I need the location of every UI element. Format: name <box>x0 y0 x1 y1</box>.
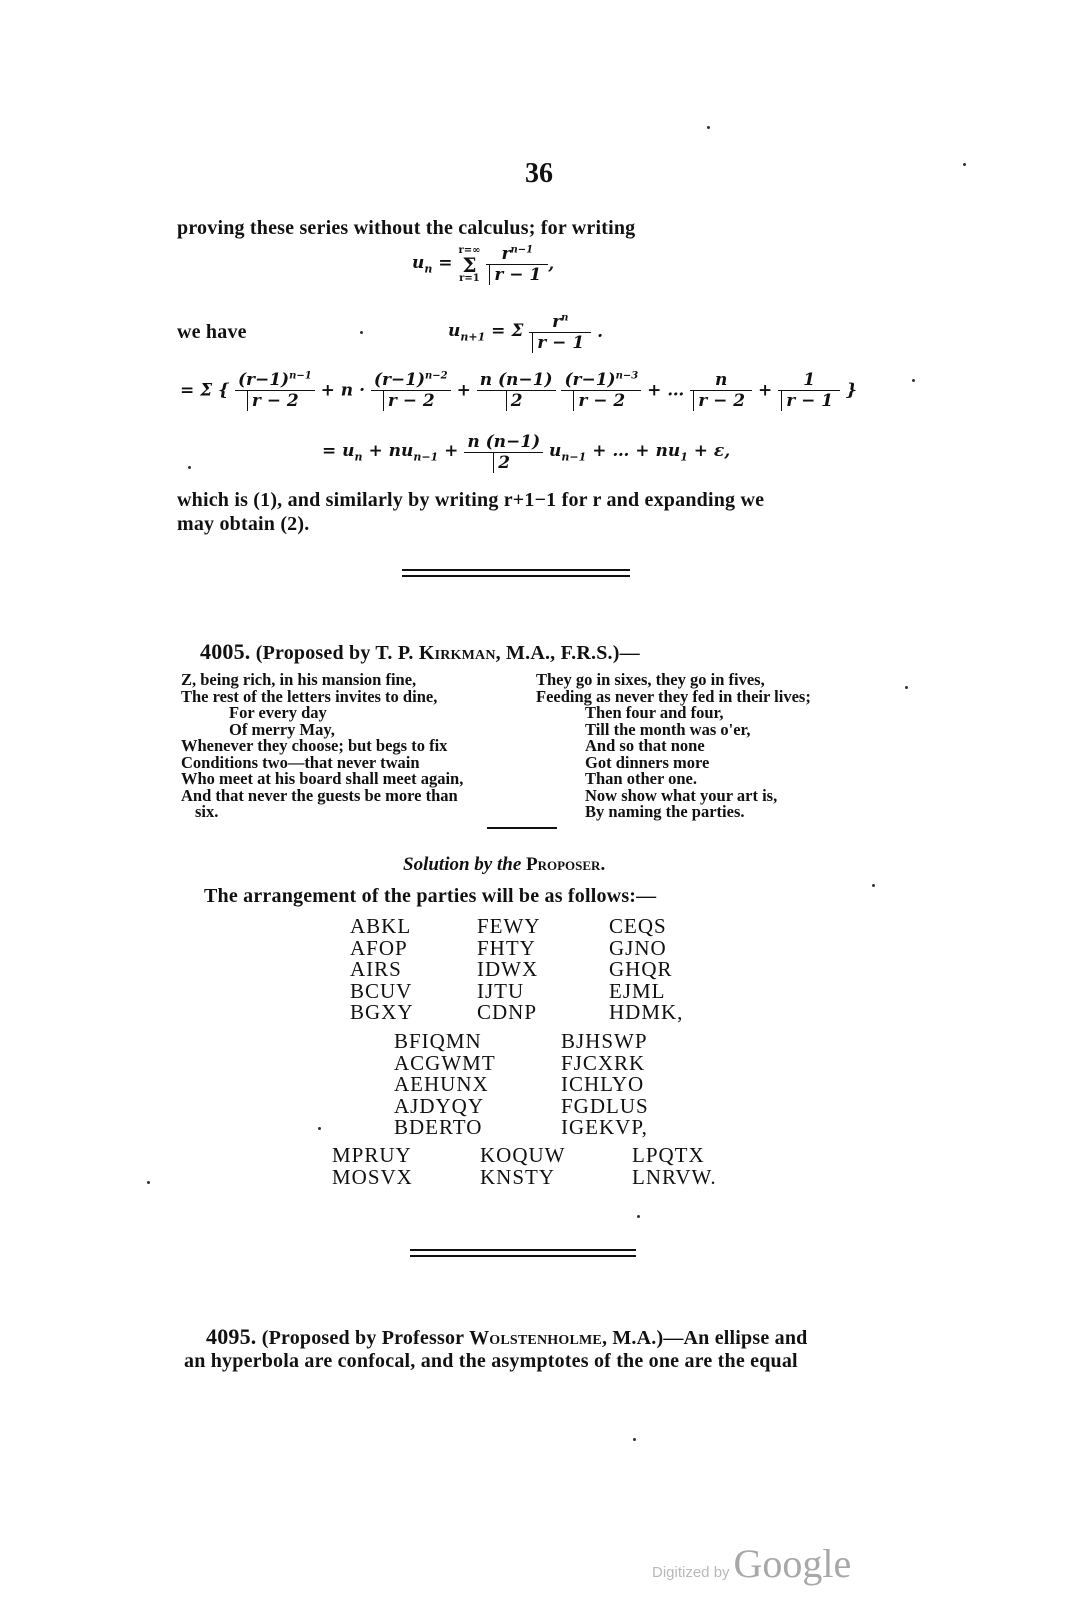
party-group: CEQS <box>609 914 667 938</box>
solution-intro: The arrangement of the parties will be as follows:— <box>204 885 657 907</box>
party-group: ACGWMT <box>394 1050 496 1075</box>
poem-line: Z, being rich, in his mansion fine, <box>181 670 417 689</box>
equation-expansion: = Σ { $\frac{(r-1)^{n-1}}{r - 2}$ + n · $\frac{(r-1)^{n-2}}{r - 2}$ + $\frac{n (n-1)}{2}$ $\frac{(r-1)^{n-3}}{r - 2}$ + … $\frac{n}{r - 2}$ + $\frac{1}{r - 1}$ } <box>180 370 857 411</box>
conclusion-line-2: may obtain (2). <box>177 513 310 535</box>
poem-line: Who meet at his board shall meet again, <box>181 769 464 788</box>
problem-4005-heading <box>200 640 640 665</box>
party-group: CDNP <box>477 1000 538 1024</box>
party-group: HDMK, <box>609 1000 684 1024</box>
scan-speck <box>707 126 710 129</box>
proposed-by-post: , M.A., F.R.S.)— <box>495 642 640 664</box>
poem-line: Conditions two—that never twain <box>181 752 420 772</box>
scan-speck <box>188 466 191 469</box>
party-group: BCUV <box>350 978 413 1003</box>
poem-line: By naming the parties. <box>585 802 745 821</box>
solution-heading-proposer: Proposer. <box>526 854 606 875</box>
poem-line: And that never the guests be more than <box>181 785 458 805</box>
proposed-by-pre: (Proposed by T. P. <box>255 642 419 664</box>
party-group: IGEKVP, <box>561 1115 648 1139</box>
party-group: ICHLYO <box>561 1072 645 1096</box>
party-group: KOQUW <box>480 1143 566 1167</box>
scan-speck <box>147 1181 150 1184</box>
poem-line: And so that none <box>585 736 705 755</box>
scan-speck <box>963 163 966 166</box>
groups-b-col-2 <box>561 1031 649 1139</box>
groups-a-col-2 <box>477 916 541 1024</box>
party-group: FHTY <box>477 935 536 960</box>
scan-speck <box>912 379 915 382</box>
poem-line: For every day <box>229 703 327 722</box>
digitized-by-google-watermark <box>652 1540 851 1587</box>
groups-a-col-1 <box>350 916 414 1024</box>
groups-c-col-1 <box>332 1145 413 1188</box>
party-group: BDERTO <box>394 1115 483 1139</box>
party-group: AEHUNX <box>394 1072 489 1096</box>
page-number: 36 <box>525 158 553 189</box>
poem-line: Till the month was o'er, <box>585 719 751 739</box>
poem-line: The rest of the letters invites to dine, <box>181 686 438 706</box>
scan-speck <box>318 1127 321 1130</box>
party-group: GJNO <box>609 935 667 960</box>
party-group: LNRVW. <box>632 1164 717 1189</box>
party-group: AJDYQY <box>394 1093 484 1118</box>
equation-un: $u_n$ = r=∞ Σ r=1 $\frac{r^{n-1}}{r - 1}$ , <box>412 244 555 285</box>
party-group: MOSVX <box>332 1164 413 1189</box>
party-group: FEWY <box>477 914 541 938</box>
party-group: EJML <box>609 978 666 1003</box>
problem-4095-line-2: an hyperbola are confocal, and the asymptotes of the one are the equal <box>184 1350 798 1372</box>
proposed-by-post: , M.A.)—An ellipse and <box>601 1327 808 1349</box>
party-group: FGDLUS <box>561 1093 649 1118</box>
watermark-small-text: Digitized by <box>652 1564 730 1581</box>
poem-line: Feeding as never they fed in their lives; <box>536 686 811 706</box>
poem-end-rule <box>487 827 557 829</box>
poem-right-column <box>536 672 811 821</box>
solution-heading <box>403 854 605 876</box>
party-group: MPRUY <box>332 1143 412 1167</box>
separator-rule-2-top <box>410 1249 636 1251</box>
we-have-label: we have <box>177 321 247 343</box>
scan-speck <box>360 331 363 334</box>
problem-number: 4095. <box>206 1324 257 1349</box>
party-group: IDWX <box>477 957 539 981</box>
scan-speck <box>633 1438 636 1441</box>
proposed-by-pre: (Proposed by Professor <box>261 1327 470 1349</box>
equation-un1: $u_{n+1} = \Sigma$ $\frac{r^n}{r - 1}$ . <box>448 312 603 353</box>
equation-result: = $u_n + nu_{n-1}$ + $\frac{n (n-1)}{2}$ $u_{n-1}$ + … + $nu_1 + \varepsilon$, <box>322 432 731 473</box>
separator-rule-bottom <box>402 575 630 577</box>
poem-line: Got dinners more <box>585 752 710 772</box>
poem-line: Than other one. <box>585 769 698 788</box>
party-group: IJTU <box>477 978 525 1003</box>
groups-c-col-3 <box>632 1145 717 1188</box>
groups-a-col-3 <box>609 916 683 1024</box>
scan-speck <box>905 686 908 689</box>
groups-b-col-1 <box>394 1031 496 1139</box>
separator-rule-2-bottom <box>410 1255 636 1257</box>
scan-speck <box>637 1215 640 1218</box>
poem-left-column <box>181 672 463 821</box>
party-group: AFOP <box>350 935 408 960</box>
groups-c-col-2 <box>480 1145 565 1188</box>
problem-4095-heading <box>206 1325 807 1350</box>
poem-line: Then four and four, <box>585 703 724 722</box>
poem-line: Whenever they choose; but begs to fix <box>181 736 448 755</box>
party-group: AIRS <box>350 957 402 981</box>
party-group: BFIQMN <box>394 1029 482 1053</box>
party-group: LPQTX <box>632 1143 705 1167</box>
party-group: KNSTY <box>480 1164 556 1189</box>
poem-line: Now show what your art is, <box>585 785 778 805</box>
problem-number: 4005. <box>200 639 251 664</box>
party-group: BGXY <box>350 1000 414 1024</box>
proposer-name: Kirkman <box>418 642 496 664</box>
proposer-name: Wolstenholme <box>469 1327 602 1349</box>
poem-line: They go in sixes, they go in fives, <box>536 670 765 689</box>
party-group: FJCXRK <box>561 1050 646 1075</box>
party-group: GHQR <box>609 957 673 981</box>
poem-line: six. <box>195 802 219 821</box>
conclusion-line-1: which is (1), and similarly by writing r+1−1 for r and expanding we <box>177 489 765 511</box>
party-group: BJHSWP <box>561 1029 648 1053</box>
party-group: ABKL <box>350 914 412 938</box>
poem-line: Of merry May, <box>229 719 335 739</box>
scan-speck <box>872 884 875 887</box>
solution-heading-italic: Solution by the <box>403 854 526 875</box>
watermark-logo-text: Google <box>733 1541 852 1586</box>
intro-line: proving these series without the calculus; for writing <box>177 217 636 239</box>
separator-rule-top <box>402 569 630 571</box>
